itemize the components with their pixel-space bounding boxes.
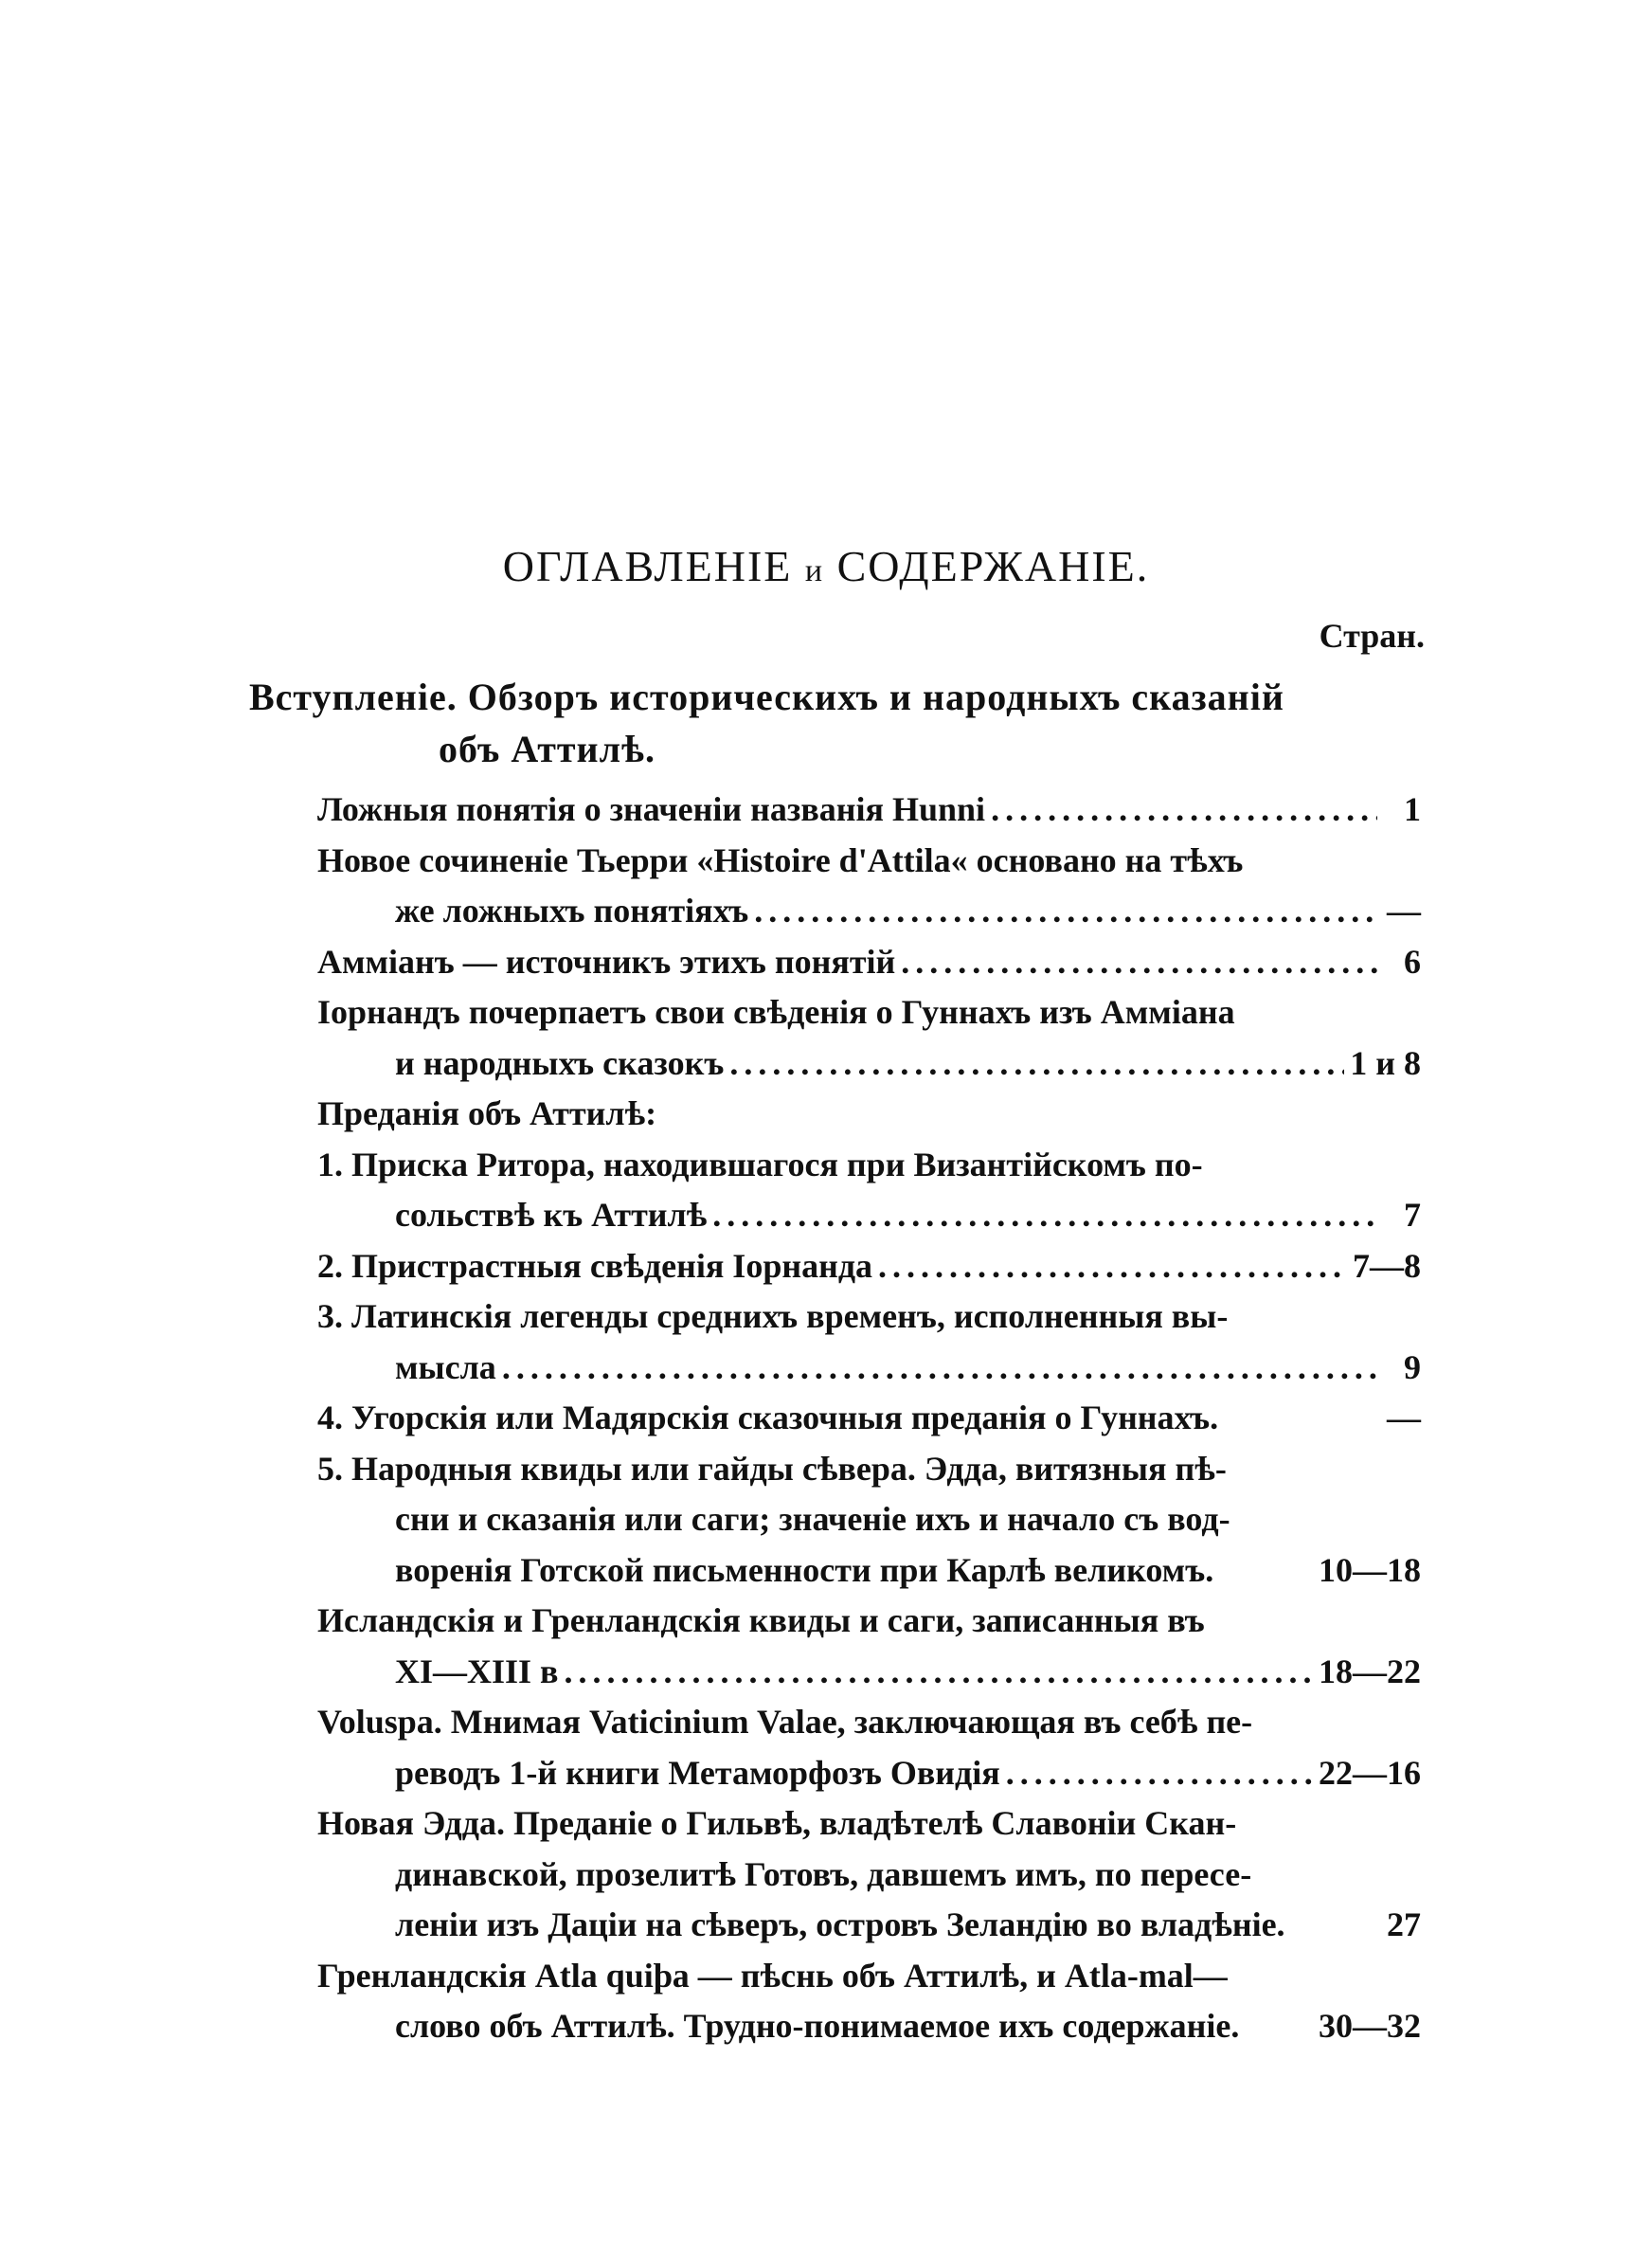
toc-page-number: 27 [1387,1905,1421,1943]
toc-entry-text: XI—XIII в [395,1652,559,1690]
toc-entry-line [317,1647,1421,1698]
toc-entry-text: Преданія объ Аттилѣ: [317,1094,657,1132]
toc-entry-line [317,1343,1421,1394]
toc-entry [317,1951,1421,2052]
dot-leader [712,1190,1377,1241]
toc-page-number: 1 [1404,790,1421,828]
title-part-3: СОДЕРЖАНІЕ. [836,541,1150,590]
dot-leader [878,1241,1347,1292]
toc-entry-line [317,1900,1421,1951]
toc-entry-line [317,1798,1421,1850]
toc-page-number: 7 [1404,1196,1421,1234]
toc-page-number: 6 [1404,942,1421,981]
toc-entry-text: динавской, прозелитѣ Готовъ, давшемъ имъ, по пересе- [395,1854,1252,1893]
toc-page-number: 1 и 8 [1350,1043,1421,1082]
toc-entry [317,1798,1421,1951]
toc-entry-line [317,886,1421,937]
toc-entry [317,836,1421,937]
toc-entry-text: 2. Пристрастныя свѣденія Іорнанда [317,1246,873,1285]
toc-page-number: 7—8 [1353,1246,1421,1285]
toc-entry-line [317,1444,1421,1495]
introduction-line-2: объ Аттилѣ. [439,728,656,770]
toc-entry-line [317,1596,1421,1647]
toc-entry-text: 1. Приска Ритора, находившагося при Византійскомъ по- [317,1145,1203,1183]
toc-entry-line [317,785,1421,836]
toc-entry-line [317,937,1421,988]
toc-entry-text: Іорнандъ почерпаетъ свои свѣденія о Гуннахъ изъ Амміана [317,993,1235,1031]
title-part-1: ОГЛАВЛЕНІЕ [502,541,793,590]
toc-page-number: — [1387,892,1421,930]
dot-leader [729,1038,1344,1090]
toc-entry-line [317,1951,1421,2002]
toc-entry-line [317,1140,1421,1191]
toc-entry-text: Исландскія и Гренландскія квиды и саги, записанныя въ [317,1601,1205,1639]
toc-entry-text: Гренландскія Atla quiþa — пѣснь объ Аттилѣ, и Atla-mal— [317,1956,1228,1995]
toc-entry-text: Новое сочиненіе Тьерри «Histoire d'Attila« основано на тѣхъ [317,840,1244,879]
toc-entry-line [317,1241,1421,1292]
toc-entry-text: Voluspa. Мнимая Vaticinium Valae, заключающая въ себѣ пе- [317,1703,1253,1741]
toc-entry-text: Амміанъ — источникъ этихъ понятій [317,942,896,981]
dot-leader [502,1343,1377,1394]
toc-entry-line [317,1089,1421,1140]
toc-entry-line [317,987,1421,1038]
toc-entry [317,1697,1421,1798]
toc-entry-line [317,2001,1421,2052]
toc-page-number: 9 [1404,1347,1421,1386]
table-of-contents [317,785,1421,2052]
toc-entry [317,1444,1421,1597]
toc-entry-text: Ложныя понятія о значеніи названія Hunni [317,790,986,828]
toc-page-number: 30—32 [1319,2007,1421,2045]
toc-entry-line [317,1038,1421,1090]
toc-entry [317,1596,1421,1697]
dot-leader [564,1647,1313,1698]
toc-entry [317,987,1421,1089]
introduction-heading [249,671,1338,775]
toc-entry-text: реводъ 1-й книги Метаморфозъ Овидія [395,1753,1000,1792]
toc-entry-line [317,1190,1421,1241]
toc-entry [317,937,1421,988]
toc-entry-text: леніи изъ Даціи на сѣверъ, островъ Зеландію во владѣніе. [395,1905,1285,1943]
toc-entry-text: воренія Готской письменности при Карлѣ великомъ. [395,1550,1214,1589]
toc-page-number: 22—16 [1319,1753,1421,1792]
dot-leader [901,937,1377,988]
toc-entry [317,1140,1421,1241]
toc-entry-text: мысла [395,1347,496,1386]
toc-entry-text: 4. Угорскія или Мадярскія сказочныя преданія о Гуннахъ. [317,1399,1219,1436]
toc-page-number: 18—22 [1319,1652,1421,1690]
toc-entry-line [317,1291,1421,1343]
toc-page-number: 10—18 [1319,1550,1421,1589]
toc-entry-line [317,1545,1421,1597]
introduction-line-1: Вступленіе. Обзоръ историческихъ и народныхъ сказаній [249,676,1284,718]
toc-entry-text: Новая Эдда. Преданіе о Гильвѣ, владѣтелѣ Славоніи Скан- [317,1804,1237,1842]
toc-entry-line [317,1748,1421,1799]
toc-entry-text: же ложныхъ понятіяхъ [395,892,749,930]
toc-entry [317,1291,1421,1393]
toc-entry-line [317,836,1421,887]
toc-entry [317,1089,1421,1140]
toc-entry-line [317,1393,1421,1444]
toc-entry-text: 3. Латинскія легенды среднихъ временъ, исполненныя вы- [317,1297,1229,1335]
toc-entry [317,1241,1421,1292]
title-conjunction: и [804,552,825,588]
toc-entry-text: и народныхъ сказокъ [395,1043,725,1082]
toc-entry-text: сни и сказанія или саги; значеніе ихъ и начало съ вод- [395,1500,1230,1538]
toc-entry-text: 5. Народныя квиды или гайды сѣвера. Эдда, витязныя пѣ- [317,1449,1227,1488]
toc-entry-text: сольствѣ къ Аттилѣ [395,1196,708,1234]
page-title [0,541,1652,591]
toc-entry-line [317,1850,1421,1901]
dot-leader [991,785,1377,836]
toc-entry-line [317,1494,1421,1545]
dot-leader [754,886,1377,937]
toc-entry-line [317,1697,1421,1748]
toc-entry-text: слово объ Аттилѣ. Трудно-понимаемое ихъ содержаніе. [395,2007,1240,2045]
toc-entry [317,1393,1421,1444]
toc-page-number: — [1387,1399,1421,1436]
page-column-label: Стран. [1319,617,1425,655]
dot-leader [1006,1748,1313,1799]
toc-entry [317,785,1421,836]
